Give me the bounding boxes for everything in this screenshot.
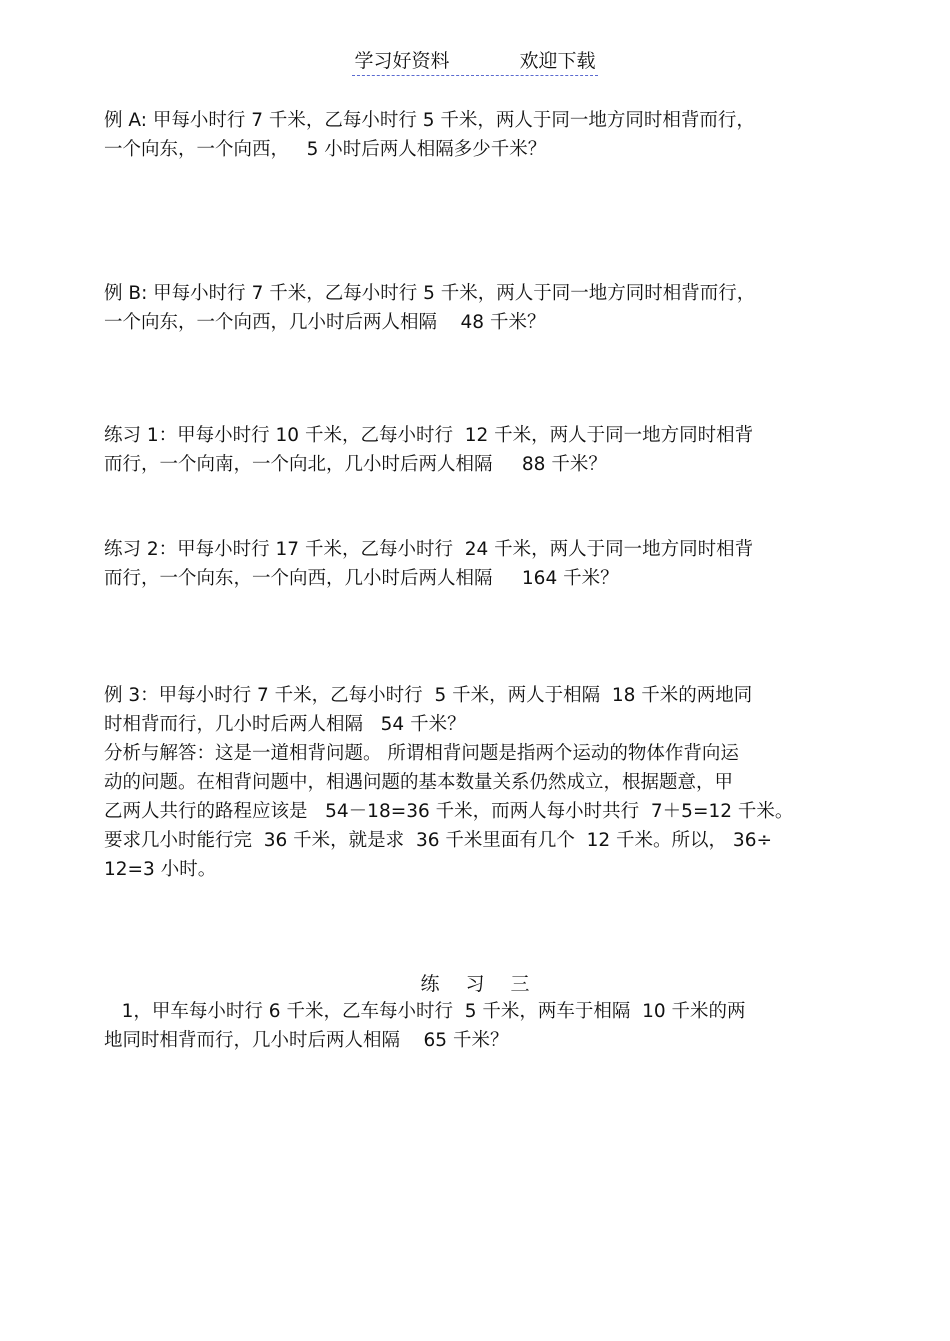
practice-2 [104,535,844,593]
header-underline [352,46,597,76]
practice-1-line-1: 练习 1：甲每小时行 10 千米，乙每小时行 12 千米，两人于同一地方同时相背 [104,425,754,446]
example-a-line-2: 一个向东，一个向西， 5 小时后两人相隔多少千米？ [104,139,547,160]
page-header [0,46,950,76]
section-3-question-1-line-2: 地同时相背而行，几小时后两人相隔 65 千米？ [104,1030,509,1051]
example-a-line-1: 例 A: 甲每小时行 7 千米，乙每小时行 5 千米，两人于同一地方同时相背而行， [104,110,755,131]
section-3-question-1-line-1: 1，甲车每小时行 6 千米，乙车每小时行 5 千米，两车于相隔 10 千米的两 [104,1001,746,1022]
example-b-line-2: 一个向东，一个向西，几小时后两人相隔 48 千米？ [104,312,546,333]
example-3-line-1: 例 3：甲每小时行 7 千米，乙每小时行 5 千米，两人于相隔 18 千米的两地同 [104,685,753,706]
section-title: 练习三 [420,973,556,995]
example-3-analysis-line-3: 乙两人共行的路程应该是 54－18=36 千米，而两人每小时共行 7＋5=12 千米。 [104,801,794,822]
example-b-line-1: 例 B: 甲每小时行 7 千米，乙每小时行 5 千米，两人于同一地方同时相背而行， [104,283,756,304]
example-3-line-2: 时相背而行，几小时后两人相隔 54 千米？ [104,714,466,735]
example-b [104,279,844,337]
example-3-analysis-line-1: 分析与解答：这是一道相背问题。 所谓相背问题是指两个运动的物体作背向运 [104,743,739,764]
example-a [104,106,844,164]
section-3-question-1 [104,997,844,1055]
example-3-analysis-line-5: 12=3 小时。 [104,859,217,880]
example-3 [104,681,844,884]
practice-2-line-1: 练习 2：甲每小时行 17 千米，乙每小时行 24 千米，两人于同一地方同时相背 [104,539,754,560]
practice-2-line-2: 而行，一个向东，一个向西，几小时后两人相隔 164 千米？ [104,568,619,589]
practice-1-line-2: 而行，一个向南，一个向北，几小时后两人相隔 88 千米？ [104,454,607,475]
example-3-analysis-line-4: 要求几小时能行完 36 千米，就是求 36 千米里面有几个 12 千米。所以， 36÷ [104,830,772,851]
header-left-text: 学习好资料 [354,50,450,72]
practice-1 [104,421,844,479]
header-right-text: 欢迎下载 [519,50,596,72]
example-3-analysis-line-2: 动的问题。在相背问题中，相遇问题的基本数量关系仍然成立，根据题意，甲 [104,772,734,793]
